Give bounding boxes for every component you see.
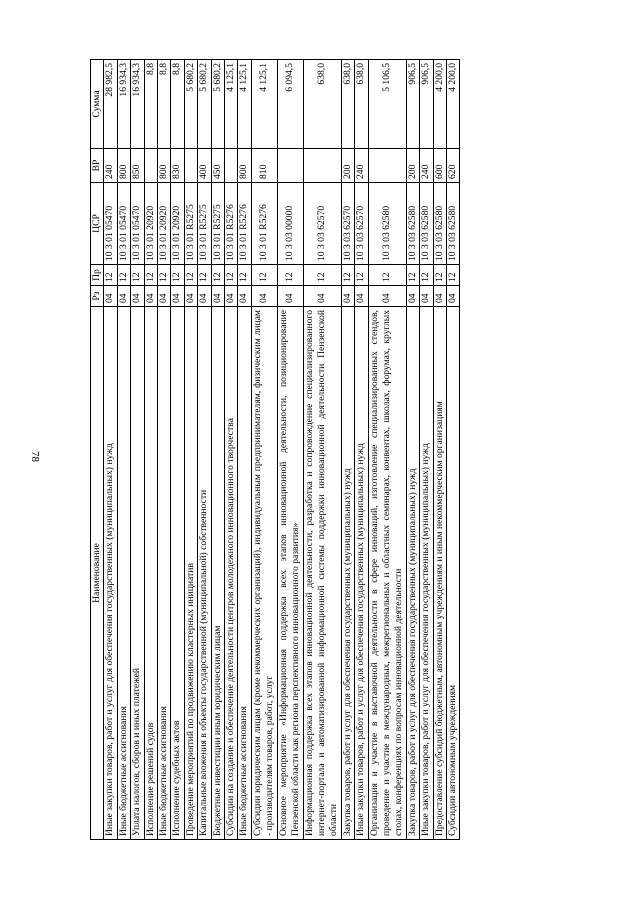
- row-csr: 10 3 01 20920: [158, 183, 171, 265]
- row-vr: [277, 149, 303, 183]
- row-vr: 800: [158, 149, 171, 183]
- row-pr: 12: [117, 265, 130, 286]
- header-pr: Пр: [91, 265, 104, 286]
- row-rz: 04: [198, 286, 211, 307]
- row-vr: 810: [251, 149, 277, 183]
- row-sum: 638,0: [341, 60, 354, 149]
- row-name: Исполнение судебных актов: [171, 307, 184, 840]
- row-name: Предоставление субсидий бюджетным, автономным учреждениям и иным некоммерческим организациям: [433, 307, 446, 840]
- row-vr: 800: [117, 149, 130, 183]
- row-sum: 16 934,3: [117, 60, 130, 149]
- table-row: [368, 60, 406, 840]
- row-vr: 240: [420, 149, 433, 183]
- row-name: Бюджетные инвестиции иным юридическим лицам: [211, 307, 224, 840]
- row-rz: 04: [158, 286, 171, 307]
- row-csr: 10 3 01 05470: [117, 183, 130, 265]
- row-pr: 12: [198, 265, 211, 286]
- row-pr: 12: [238, 265, 251, 286]
- row-name: Субсидии юридическим лицам (кроме некоммерческих организаций), индивидуальным предпринимателям, физическим лицам - производителям товаров, работ, услуг: [251, 307, 277, 840]
- row-csr: 10 3 03 62570: [355, 183, 368, 265]
- row-name: Капитальные вложения в объекты государственной (муниципальной) собственности: [198, 307, 211, 840]
- row-rz: 04: [303, 286, 341, 307]
- row-vr: 800: [238, 149, 251, 183]
- row-rz: 04: [104, 286, 117, 307]
- row-name: Проведение мероприятий по продвижению кластерных инициатив: [184, 307, 197, 840]
- table-row: [225, 60, 238, 840]
- row-sum: 5 680,2: [184, 60, 197, 149]
- row-csr: 10 3 01 20920: [171, 183, 184, 265]
- row-csr: 10 3 01 R5275: [184, 183, 197, 265]
- row-csr: 10 3 03 62580: [433, 183, 446, 265]
- row-name: Исполнение решений судов: [144, 307, 157, 840]
- row-sum: 4 200,0: [446, 60, 459, 149]
- table-row: [433, 60, 446, 840]
- budget-table: [90, 59, 460, 840]
- row-pr: 12: [184, 265, 197, 286]
- row-csr: 10 3 01 R5275: [198, 183, 211, 265]
- row-rz: 04: [446, 286, 459, 307]
- row-name: Уплата налогов, сборов и иных платежей: [131, 307, 144, 840]
- row-vr: 600: [433, 149, 446, 183]
- table-row: [277, 60, 303, 840]
- table-row: [211, 60, 224, 840]
- row-rz: 04: [144, 286, 157, 307]
- row-pr: 12: [211, 265, 224, 286]
- row-vr: [184, 149, 197, 183]
- row-sum: 906,5: [420, 60, 433, 149]
- table-row: [341, 60, 354, 840]
- row-sum: 638,0: [355, 60, 368, 149]
- row-name: Субсидии на создание и обеспечение деятельности центров молодежного инновационного творчества: [225, 307, 238, 840]
- row-vr: 830: [171, 149, 184, 183]
- row-pr: 12: [341, 265, 354, 286]
- row-sum: 4 125,1: [225, 60, 238, 149]
- row-pr: 12: [277, 265, 303, 286]
- row-name: Закупка товаров, работ и услуг для обеспечения государственных (муниципальных) нужд: [341, 307, 354, 840]
- row-sum: 4 125,1: [251, 60, 277, 149]
- row-rz: 04: [117, 286, 130, 307]
- row-vr: 620: [446, 149, 459, 183]
- table-row: [171, 60, 184, 840]
- row-sum: 638,0: [303, 60, 341, 149]
- row-rz: 04: [355, 286, 368, 307]
- row-rz: 04: [225, 286, 238, 307]
- table-row: [420, 60, 433, 840]
- row-name: Иные закупки товаров, работ и услуг для обеспечения государственных (муниципальных) нужд: [355, 307, 368, 840]
- row-pr: 12: [225, 265, 238, 286]
- row-rz: 04: [277, 286, 303, 307]
- row-pr: 12: [303, 265, 341, 286]
- row-sum: 906,5: [406, 60, 419, 149]
- row-csr: 10 3 03 00000: [277, 183, 303, 265]
- row-vr: [303, 149, 341, 183]
- row-name: Основное мероприятие «Информационная поддержка всех этапов инновационной деятельности, позиционирование Пензенской области как региона перспективного инновационного развития»: [277, 307, 303, 840]
- row-vr: [368, 149, 406, 183]
- row-sum: 28 982,5: [104, 60, 117, 149]
- header-rz: Рз: [91, 286, 104, 307]
- header-sum: Сумма: [91, 60, 104, 149]
- row-pr: 12: [355, 265, 368, 286]
- table-row: [158, 60, 171, 840]
- row-rz: 04: [368, 286, 406, 307]
- row-sum: 4 125,1: [238, 60, 251, 149]
- row-sum: 5 680,2: [198, 60, 211, 149]
- row-csr: 10 3 03 62570: [341, 183, 354, 265]
- header-name: Наименование: [91, 307, 104, 840]
- row-vr: 240: [355, 149, 368, 183]
- row-sum: 4 200,0: [433, 60, 446, 149]
- row-pr: 12: [433, 265, 446, 286]
- table-row: [144, 60, 157, 840]
- row-vr: [225, 149, 238, 183]
- row-pr: 12: [406, 265, 419, 286]
- row-sum: 16 934,3: [131, 60, 144, 149]
- row-sum: 6 094,5: [277, 60, 303, 149]
- header-csr: ЦСР: [91, 183, 104, 265]
- row-csr: 10 3 01 05470: [104, 183, 117, 265]
- row-name: Иные закупки товаров, работ и услуг для обеспечения государственных (муниципальных) нужд: [104, 307, 117, 840]
- row-name: Иные бюджетные ассигнования: [238, 307, 251, 840]
- row-name: Иные бюджетные ассигнования: [117, 307, 130, 840]
- row-csr: 10 3 03 62580: [420, 183, 433, 265]
- row-csr: 10 3 01 R5275: [211, 183, 224, 265]
- row-rz: 04: [341, 286, 354, 307]
- row-vr: 850: [131, 149, 144, 183]
- row-name: Закупка товаров, работ и услуг для обеспечения государственных (муниципальных) нужд: [406, 307, 419, 840]
- row-pr: 12: [446, 265, 459, 286]
- table-row: [117, 60, 130, 840]
- table-row: [406, 60, 419, 840]
- row-pr: 12: [104, 265, 117, 286]
- table-row: [251, 60, 277, 840]
- table-row: [131, 60, 144, 840]
- header-vr: ВР: [91, 149, 104, 183]
- row-vr: 240: [104, 149, 117, 183]
- row-rz: 04: [131, 286, 144, 307]
- row-sum: 8,8: [158, 60, 171, 149]
- table-row: [355, 60, 368, 840]
- row-pr: 12: [420, 265, 433, 286]
- row-csr: 10 3 03 62580: [368, 183, 406, 265]
- row-vr: 200: [406, 149, 419, 183]
- row-name: Иные закупки товаров, работ и услуг для обеспечения государственных (муниципальных) нужд: [420, 307, 433, 840]
- row-vr: 200: [341, 149, 354, 183]
- table-row: [104, 60, 117, 840]
- row-pr: 12: [144, 265, 157, 286]
- row-rz: 04: [211, 286, 224, 307]
- row-vr: [144, 149, 157, 183]
- row-csr: 10 3 03 62580: [406, 183, 419, 265]
- row-name: Субсидии автономным учреждениям: [446, 307, 459, 840]
- row-csr: 10 3 01 05470: [131, 183, 144, 265]
- row-csr: 10 3 03 62580: [446, 183, 459, 265]
- row-vr: 400: [198, 149, 211, 183]
- row-csr: 10 3 01 20920: [144, 183, 157, 265]
- row-csr: 10 3 01 R5276: [225, 183, 238, 265]
- row-sum: 8,8: [171, 60, 184, 149]
- table-header-row: [91, 60, 104, 840]
- row-vr: 450: [211, 149, 224, 183]
- row-csr: 10 3 03 62570: [303, 183, 341, 265]
- row-rz: 04: [251, 286, 277, 307]
- table-row: [184, 60, 197, 840]
- page-number: 78: [29, 451, 41, 462]
- row-pr: 12: [368, 265, 406, 286]
- table-row: [446, 60, 459, 840]
- row-pr: 12: [171, 265, 184, 286]
- row-rz: 04: [406, 286, 419, 307]
- row-sum: 5 680,2: [211, 60, 224, 149]
- table-row: [303, 60, 341, 840]
- row-rz: 04: [420, 286, 433, 307]
- row-csr: 10 3 01 R5276: [251, 183, 277, 265]
- table-row: [198, 60, 211, 840]
- row-name: Организация и участие в выставочной деятельности в сфере инноваций, изготовление специализированных стендов, проведение и участие в международных, межрегиональных и областных семинарах, конвентах, школах, форумах, круглых столах, конференциях по вопросам инновационной деятельности: [368, 307, 406, 840]
- row-name: Иные бюджетные ассигнования: [158, 307, 171, 840]
- row-pr: 12: [131, 265, 144, 286]
- budget-table-container: [90, 60, 550, 840]
- row-rz: 04: [238, 286, 251, 307]
- row-csr: 10 3 01 R5276: [238, 183, 251, 265]
- row-sum: 5 106,5: [368, 60, 406, 149]
- row-rz: 04: [433, 286, 446, 307]
- row-sum: 8,8: [144, 60, 157, 149]
- row-rz: 04: [171, 286, 184, 307]
- row-pr: 12: [158, 265, 171, 286]
- row-rz: 04: [184, 286, 197, 307]
- row-name: Информационная поддержка всех этапов инновационной деятельности, разработка и сопровождение специализированного интернет-портала и автоматизированной информационной системы поддержки инновационной деятельности Пензенской области: [303, 307, 341, 840]
- row-pr: 12: [251, 265, 277, 286]
- table-row: [238, 60, 251, 840]
